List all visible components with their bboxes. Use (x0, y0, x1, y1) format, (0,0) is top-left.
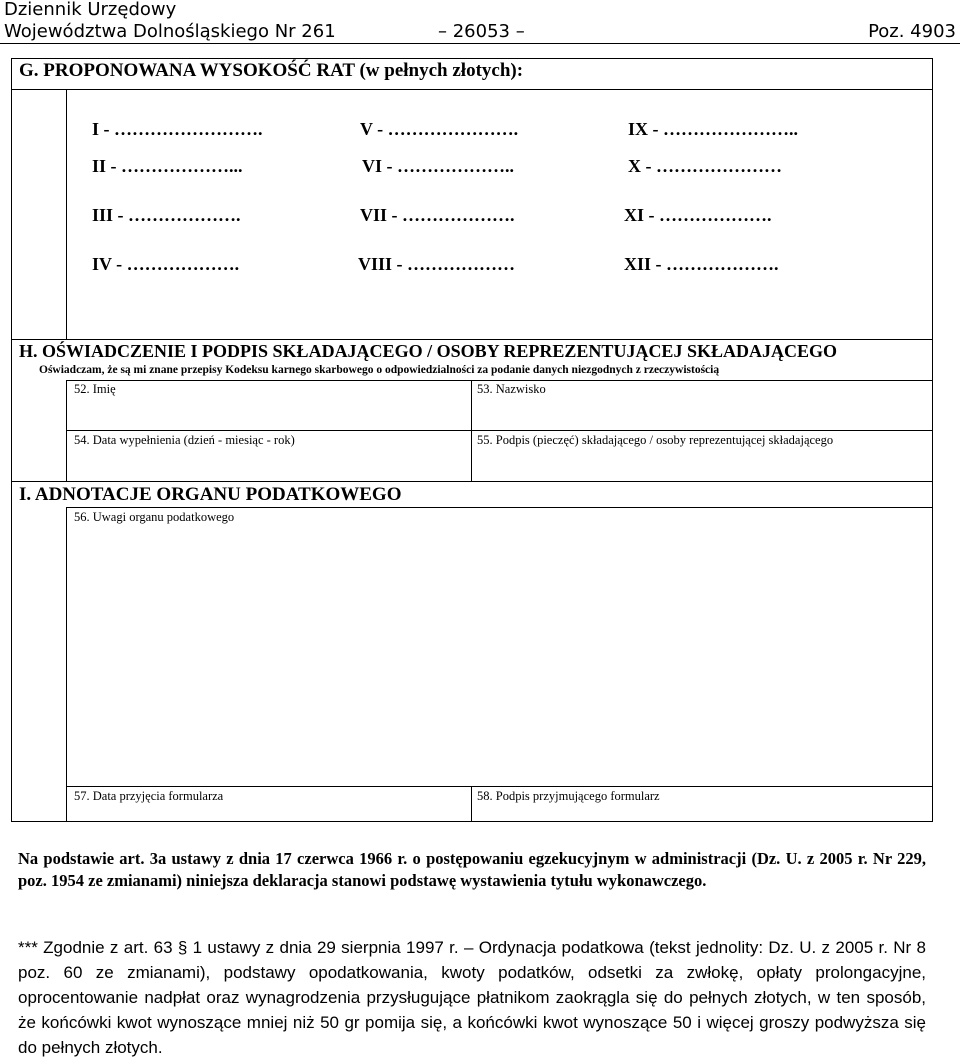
section-i-indent-line (66, 507, 67, 822)
rate-6: VI - ……………….. (362, 156, 514, 176)
rate-7: VII - ………………. (360, 205, 515, 225)
journal-subtitle: Województwa Dolnośląskiego Nr 261 (4, 21, 336, 42)
header-rule (0, 43, 960, 44)
rate-3: III - ………………. (92, 205, 241, 225)
field-56-remarks[interactable]: 56. Uwagi organu podatkowego (74, 510, 235, 524)
section-h-fields-top (66, 380, 933, 381)
section-i-middle-line (471, 786, 472, 822)
rate-1: I - ……………………. (92, 119, 263, 139)
section-h-title: H. OŚWIADCZENIE I PODPIS SKŁADAJĄCEGO / OSOBY REPREZENTUJĄCEJ SKŁADAJĄCEGO (19, 341, 837, 361)
field-58-receiver-signature[interactable]: 58. Podpis przyjmującego formularz (477, 789, 660, 803)
rate-10: X - ………………… (628, 156, 782, 176)
field-53-last-name[interactable]: 53. Nazwisko (477, 382, 546, 396)
page-header (0, 0, 960, 44)
rate-2: II - ………………... (92, 156, 243, 176)
rate-12: XII - ………………. (624, 254, 779, 274)
rate-9: IX - ………………….. (628, 119, 798, 139)
field-54-fill-date[interactable]: 54. Data wypełnienia (dzień - miesiąc - rok) (74, 433, 295, 447)
section-i-fields-bottom (66, 786, 933, 787)
section-h-divider (11, 339, 933, 340)
legal-note-enforcement: Na podstawie art. 3a ustawy z dnia 17 czerwca 1966 r. o postępowaniu egzekucyjnym w administracji (Dz. U. z 2005 r. Nr 229, poz. 1954 ze zmianami) niniejsza deklaracja stanowi podstawę wystawienia tytułu wykonawczego. (18, 849, 926, 890)
position-number: Poz. 4903 (868, 21, 956, 42)
section-h-fields-mid (66, 430, 933, 431)
rate-5: V - …………………. (360, 119, 519, 139)
section-i-divider (11, 481, 933, 482)
section-h-statement: Oświadczam, że są mi znane przepisy Kodeksu karnego skarbowego o odpowiedzialności za podanie danych niezgodnych z rzeczywistością (39, 364, 720, 376)
section-i-fields-top (66, 507, 933, 508)
legal-note-rounding: *** Zgodnie z art. 63 § 1 ustawy z dnia 29 sierpnia 1997 r. – Ordynacja podatkowa (tekst jednolity: Dz. U. z 2005 r. Nr 8 poz. 60 ze zmianami), podstawy opodatkowania, kwoty podatków, odsetki za zwłokę, opłaty prolongacyjne, oprocentowanie nadpłat oraz wynagrodzenia przysługujące płatnikom zaokrągla się do pełnych złotych, w ten sposób, że końcówki kwot wynoszące mniej niż 50 gr pomija się, a końcówki kwot wynoszące 50 i więcej groszy podwyższa się do pełnych złotych. (18, 938, 926, 1057)
field-57-receipt-date[interactable]: 57. Data przyjęcia formularza (74, 789, 224, 803)
section-g-indent-line (66, 89, 67, 339)
section-g-title: G. PROPONOWANA WYSOKOŚĆ RAT (w pełnych złotych): (19, 60, 524, 81)
section-g-divider (11, 89, 933, 90)
section-i-title: I. ADNOTACJE ORGANU PODATKOWEGO (19, 484, 402, 505)
rate-11: XI - ………………. (624, 205, 772, 225)
rate-8: VIII - ……………… (358, 254, 516, 274)
journal-title: Dziennik Urzędowy (4, 0, 177, 20)
page-number: – 26053 – (438, 21, 525, 42)
rate-4: IV - ………………. (92, 254, 240, 274)
field-55-signature[interactable]: 55. Podpis (pieczęć) składającego / osoby reprezentującej składającego (477, 433, 834, 447)
field-52-first-name[interactable]: 52. Imię (74, 382, 116, 396)
